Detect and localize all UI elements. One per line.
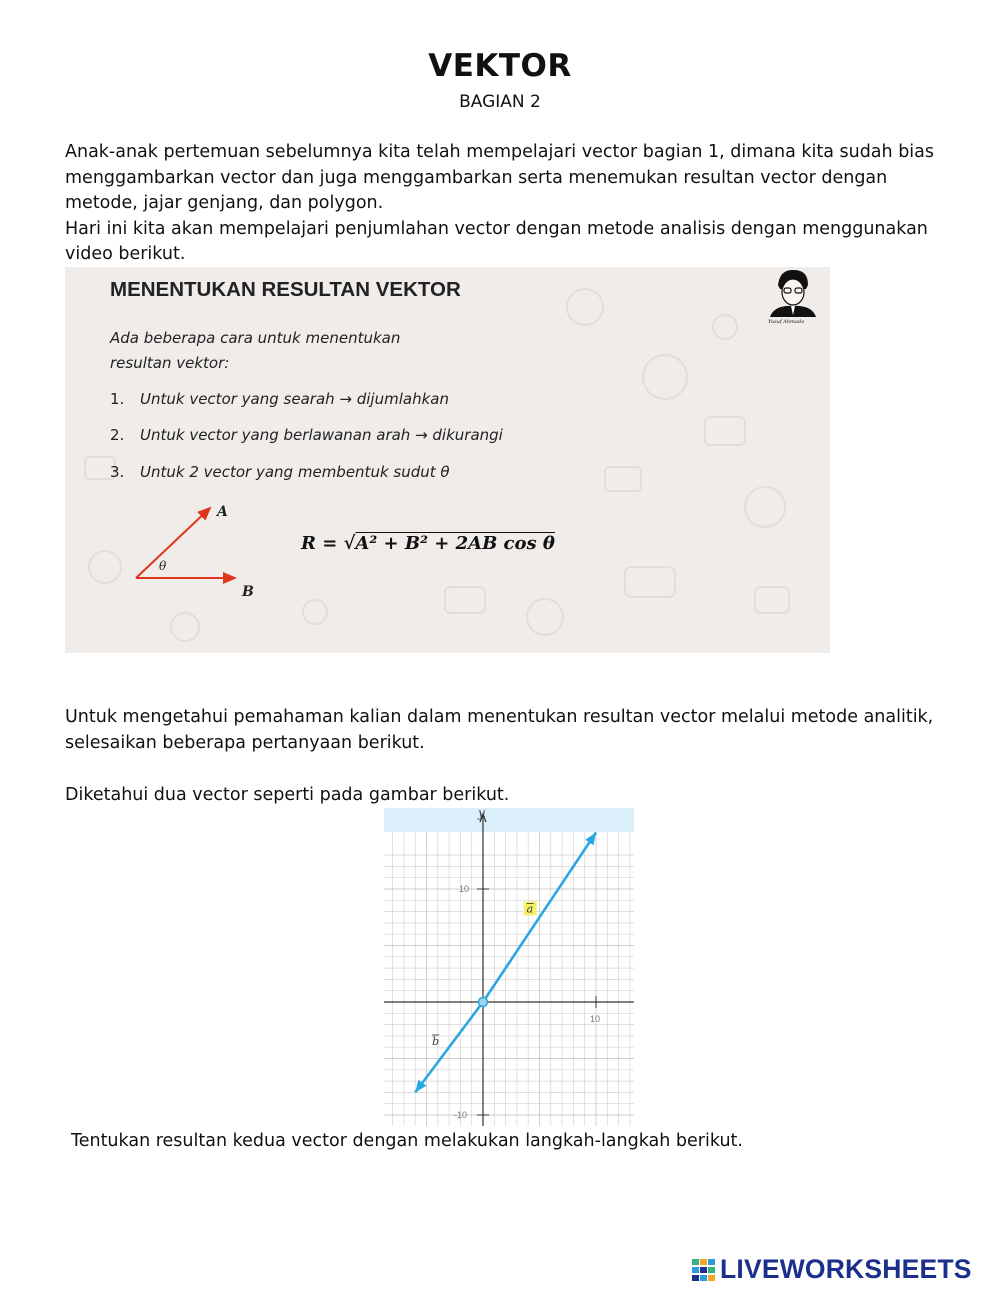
vector-b-label: b [432,1034,440,1048]
liveworksheets-logo[interactable] [692,1254,990,1284]
video-item-3-number: 3. [110,463,125,481]
brand-icon [692,1259,716,1281]
intro-paragraph-1: Anak-anak pertemuan sebelumnya kita telah mempelajari vector bagian 1, dimana kita sudah bias menggambarkan vector dan juga menggambarkan serta menemukan resultan vector dengan metode, jajar genjang, dan polygon. [65,142,935,213]
vector-a-arrow [136,508,210,578]
video-player[interactable] [65,267,830,653]
video-item-2-text: Untuk vector yang berlawanan arah → dikurangi [140,426,503,444]
task-text: Tentukan resultan kedua vector dengan melakukan langkah-langkah berikut. [71,1131,743,1151]
vectors-intro: Diketahui dua vector seperti pada gambar berikut. [65,785,510,805]
origin-point [479,998,488,1007]
presenter-avatar [764,267,820,325]
tick-label-y-10: 10 [459,884,470,894]
video-item-2-number: 2. [110,426,125,444]
tick-label-x-10: 10 [590,1014,601,1024]
avatar-caption: Yusuf Ahmada [768,319,805,325]
intro-paragraph-2: Hari ini kita akan mempelajari penjumlahan vector dengan metode analisis dengan menggunakan video berikut. [65,218,928,264]
video-item-1-text: Untuk vector yang searah → dijumlahkan [140,390,449,408]
page-title: VEKTOR [428,48,572,84]
question-intro: Untuk mengetahui pemahaman kalian dalam menentukan resultan vector melalui metode analitik, selesaikan beberapa pertanyaan berikut. [65,707,934,753]
label-theta: θ [159,559,167,573]
vector-graph [384,808,634,1126]
video-title: MENENTUKAN RESULTAN VEKTOR [110,278,461,301]
video-lead-line-2: resultan vektor: [110,354,230,372]
label-a: A [217,504,228,520]
vector-a-label: a [526,902,534,916]
graph-top-band [384,808,634,832]
video-item-3-text: Untuk 2 vector yang membentuk sudut θ [140,463,450,481]
video-item-1-number: 1. [110,390,125,408]
y-axis-label: y [478,808,485,820]
video-lead-line-1: Ada beberapa cara untuk menentukan [110,329,401,347]
vector-angle-diagram [65,267,830,653]
graph-background [384,808,634,1126]
brand-name: LIVEWORKSHEETS [720,1254,972,1284]
resultant-formula [301,533,555,554]
label-b: B [242,584,254,600]
page-subtitle: BAGIAN 2 [459,92,541,112]
formula-left: R = √ [301,533,356,554]
tick-label-y-neg10: -10 [454,1110,468,1120]
formula-root: A² + B² + 2AB cos θ [355,533,555,554]
intro-text [65,140,955,268]
